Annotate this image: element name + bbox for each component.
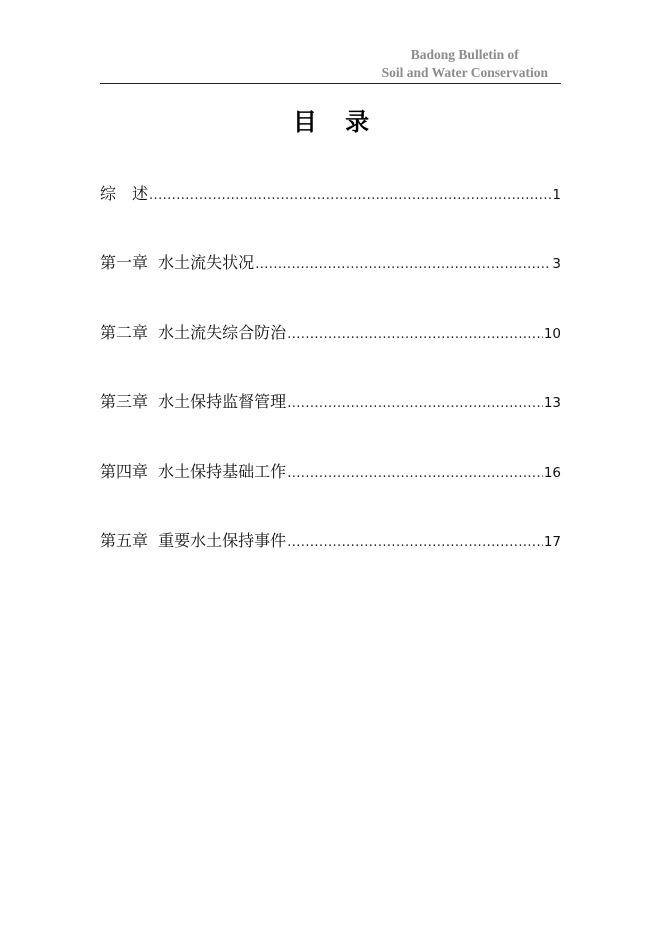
running-header (382, 46, 548, 82)
toc-entry-overview[interactable] (100, 182, 561, 251)
toc-entry-label: 第四章 水土保持基础工作 (100, 461, 287, 481)
toc-entry-chapter-3[interactable] (100, 390, 561, 459)
toc-entry-label: 第三章 水土保持监督管理 (100, 392, 287, 412)
toc-entry-page: 3 (552, 256, 561, 273)
toc-dot-leader (287, 462, 543, 486)
toc-entry-chapter-4[interactable] (100, 460, 561, 529)
running-header-line-2: Soil and Water Conservation (381, 65, 548, 80)
toc-entry-page: 1 (552, 187, 561, 203)
toc-dot-leader (287, 392, 543, 416)
toc-entry-label: 第二章 水土流失综合防治 (100, 322, 287, 342)
toc-entry-page: 13 (543, 395, 561, 412)
toc-dot-leader (149, 184, 551, 208)
toc-entry-page: 16 (543, 464, 561, 481)
toc-entry-label: 第一章 水土流失状况 (100, 253, 255, 273)
header-rule (100, 83, 561, 84)
toc-entry-chapter-1[interactable] (100, 251, 561, 320)
table-of-contents (100, 182, 561, 598)
toc-entry-chapter-2[interactable] (100, 321, 561, 390)
toc-dot-leader (255, 253, 551, 277)
running-header-line-1: Badong Bulletin of (410, 47, 519, 62)
toc-entry-chapter-5[interactable] (100, 529, 561, 598)
toc-entry-page: 17 (543, 533, 561, 550)
toc-dot-leader (287, 323, 543, 347)
toc-title: 目 录 (292, 108, 380, 136)
toc-entry-page: 10 (543, 325, 561, 342)
toc-entry-label: 第五章 重要水土保持事件 (100, 530, 287, 550)
toc-entry-label: 综 述 (100, 184, 149, 203)
toc-dot-leader (287, 531, 543, 555)
